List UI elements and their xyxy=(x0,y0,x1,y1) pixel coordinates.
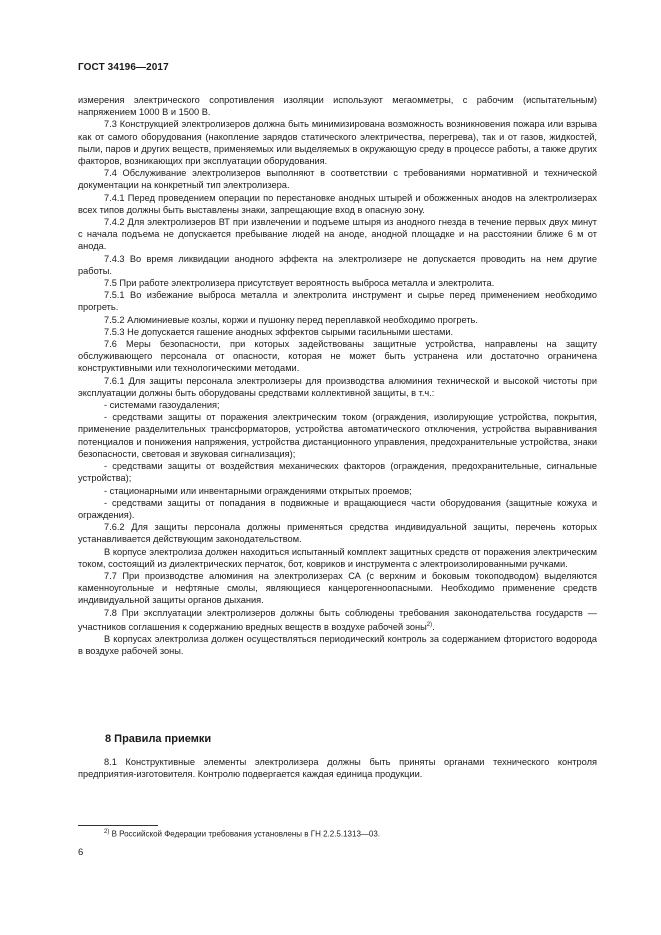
body-text xyxy=(78,94,597,657)
paragraph xyxy=(78,94,597,118)
paragraph-text: 7.6.1 Для защиты персонала электролизеры для производства алюминия технической и высокой чистоты при эксплуатации должны быть оборудованы средствами коллективной защиты, в т.ч.: xyxy=(78,375,597,398)
paragraph-text: 7.5.2 Алюминиевые козлы, коржи и пушонку перед переплавкой необходимо прогреть. xyxy=(104,314,478,325)
paragraph-text: В корпусе электролиза должен находиться испытанный комплект защитных средств от поражения электрическим током, состоящий из диэлектрических перчаток, бот, ковриков и инструмента с электроизолированными ручками. xyxy=(78,546,597,569)
paragraph-text: 7.6 Меры безопасности, при которых задействованы защитные устройства, направлены на защиту обслуживающего персонала от опасности, которая не может быть устранена или достаточно ограничена конструктивными или технологическими методами. xyxy=(78,339,597,374)
paragraph xyxy=(78,633,597,657)
paragraph-text: 7.4.3 Во время ликвидации анодного эффекта на электролизере не допускается проводить на нем другие работы. xyxy=(78,253,597,276)
document-code-header: ГОСТ 34196—2017 xyxy=(78,62,169,73)
paragraph xyxy=(78,460,597,484)
paragraph-text: - средствами защиты от поражения электрическим током (ограждения, изолирующие устройства, покрытия, применение разделительных трансформаторов, устройства автоматического отключения, устройства выравнивания потенциалов и понижения напряжения, устройства дистанционного управления, предохранительные устройства, знаки безопасности, световая и звуковая сигнализация); xyxy=(78,412,597,459)
paragraph xyxy=(78,118,597,167)
paragraph xyxy=(78,216,597,253)
paragraph xyxy=(78,521,597,545)
paragraph xyxy=(78,289,597,313)
paragraph xyxy=(78,375,597,399)
paragraph xyxy=(78,497,597,521)
footnote-mark: 2) xyxy=(104,829,110,835)
paragraph xyxy=(78,546,597,570)
footnote-text: В Российской Федерации требования установлены в ГН 2.2.5.1313—03. xyxy=(109,829,381,839)
paragraph-text: - средствами защиты от попадания в подвижные и вращающиеся части оборудования (защитные кожуха и ограждения). xyxy=(78,497,597,520)
paragraph xyxy=(78,253,597,277)
paragraph xyxy=(78,167,597,191)
paragraph xyxy=(78,192,597,216)
paragraph-text: 7.3 Конструкцией электролизеров должна быть минимизирована возможность возникновения пожара или взрыва как от самого оборудования (накопление зарядов статического электричества, перегрева), так и от газов, жидкостей, пыли, паров и других веществ, применяемых или выделяемых в окружающую среду в процессе работы, а также других факторов, возникающих при эксплуатации оборудования. xyxy=(78,119,597,167)
paragraph-text: 7.5.1 Во избежание выброса металла и электролита инструмент и сырье перед применением необходимо прогреть. xyxy=(78,290,597,313)
paragraph-text: 7.5.3 Не допускается гашение анодных эффектов сырыми гасильными шестами. xyxy=(104,326,454,337)
paragraph-text: В корпусах электролиза должен осуществляться периодический контроль за содержанием фтористого водорода в воздухе рабочей зоны. xyxy=(78,634,597,657)
paragraph-text: 7.5 При работе электролизера присутствует вероятность выброса металла и электролита. xyxy=(104,278,495,289)
page-number: 6 xyxy=(78,847,84,858)
paragraph-text: 7.8 При эксплуатации электролизеров должны быть соблюдены требования законодательства государств — участников соглашения к содержанию вредных веществ в воздухе рабочей зоны xyxy=(78,607,597,632)
paragraph-text: 7.4 Обслуживание электролизеров выполняют в соответствии с требованиями нормативной и технической документации на конкретный тип электролизера. xyxy=(78,168,597,191)
paragraph-text: - средствами защиты от воздействия механических факторов (ограждения, предохранительные, сигнальные устройства); xyxy=(78,461,597,484)
paragraph-text: измерения электрического сопротивления изоляции используют мегаомметры, с рабочим (испытательным) напряжением 1000 В и 1500 В. xyxy=(78,95,597,118)
paragraph xyxy=(78,338,597,375)
paragraph-tail: . xyxy=(432,621,435,632)
paragraph-text: 7.4.2 Для электролизеров ВТ при извлечении и подъеме штыря из анодного гнезда в течение первых двух минут с начала подъема не допускается пребывание людей на аноде, анодной площадке и на расстоянии ближе 6 м от анода. xyxy=(78,217,597,252)
paragraph-text: 7.4.1 Перед проведением операции по перестановке анодных штырей и обожженных анодов на электролизерах всех типов должны быть выставлены знаки, запрещающие вход в опасную зону. xyxy=(78,192,597,215)
paragraph xyxy=(78,314,597,326)
footnote-reference: 2) xyxy=(426,621,433,628)
paragraph xyxy=(78,411,597,460)
paragraph xyxy=(78,570,597,607)
paragraph-text: - системами газоудаления; xyxy=(104,400,220,411)
paragraph-text: 7.6.2 Для защиты персонала должны применяться средства индивидуальной защиты, перечень которых устанавливается действующим законодательством. xyxy=(78,522,597,545)
footnote xyxy=(104,829,380,839)
section-paragraph: 8.1 Конструктивные элементы электролизера должны быть приняты органами технического контроля предприятия-изготовителя. Контролю подвергается каждая единица продукции. xyxy=(78,757,597,780)
paragraph xyxy=(78,485,597,497)
paragraph-text: - стационарными или инвентарными ограждениями открытых проемов; xyxy=(104,485,412,496)
paragraph xyxy=(78,277,597,289)
paragraph-text: 7.7 При производстве алюминия на электролизерах СА (с верхним и боковым токоподводом) выделяются каменноугольные и нефтяные смолы, являющиеся канцерогенноопасными. Необходимо применение средств индивидуальной защиты органов дыхания. xyxy=(78,570,597,606)
paragraph xyxy=(78,326,597,338)
paragraph xyxy=(78,607,597,633)
footnote-divider xyxy=(78,825,158,826)
section-heading: 8 Правила приемки xyxy=(105,733,212,745)
paragraph xyxy=(78,399,597,411)
